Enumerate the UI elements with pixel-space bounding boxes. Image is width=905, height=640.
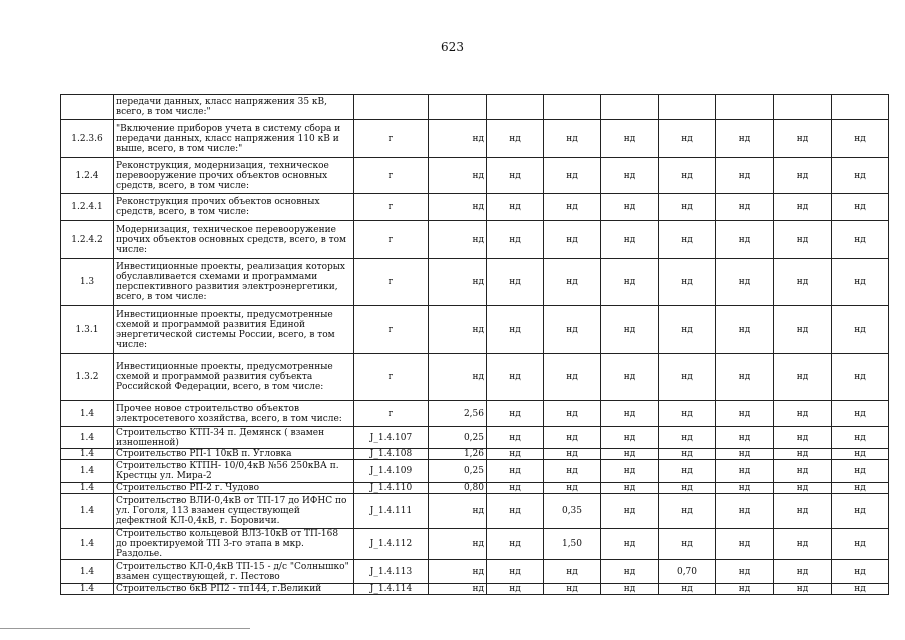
row-identifier: J_1.4.107 bbox=[354, 427, 429, 449]
row-value: 1,26 bbox=[429, 449, 487, 460]
row-cell: нд bbox=[659, 259, 716, 306]
row-cell: нд bbox=[832, 401, 889, 427]
row-code: 1.4 bbox=[61, 427, 114, 449]
row-cell: нд bbox=[544, 560, 601, 584]
row-cell bbox=[716, 95, 774, 120]
row-value: 0,80 bbox=[429, 483, 487, 494]
row-name: Реконструкция, модернизация, техническое перевооружение прочих объектов основных средств, всего, в том числе: bbox=[114, 158, 354, 194]
row-cell: нд bbox=[544, 221, 601, 259]
row-cell: нд bbox=[601, 354, 659, 401]
row-cell: нд bbox=[487, 158, 544, 194]
page-number: 623 bbox=[441, 40, 464, 54]
row-code: 1.4 bbox=[61, 401, 114, 427]
row-cell: нд bbox=[774, 560, 832, 584]
row-name: Строительство 6кВ РП2 - тп144, г.Великий bbox=[114, 584, 354, 595]
row-cell: нд bbox=[601, 306, 659, 354]
row-cell: нд bbox=[487, 354, 544, 401]
investment-table bbox=[60, 94, 889, 595]
row-cell: нд bbox=[487, 221, 544, 259]
row-value: 2,56 bbox=[429, 401, 487, 427]
row-cell: нд bbox=[487, 427, 544, 449]
row-cell: нд bbox=[544, 401, 601, 427]
row-name: Инвестиционные проекты, реализация которых обуславливается схемами и программами перспективного развития электроэнергетики, всего, в том числе: bbox=[114, 259, 354, 306]
row-cell bbox=[601, 95, 659, 120]
row-cell: нд bbox=[544, 449, 601, 460]
row-cell: нд bbox=[716, 158, 774, 194]
row-name: Строительство КТП-34 п. Демянск ( взамен изношенной) bbox=[114, 427, 354, 449]
row-cell: нд bbox=[659, 221, 716, 259]
row-name: Строительство КЛ-0,4кВ ТП-15 - д/с "Солнышко" взамен существующей, г. Пестово bbox=[114, 560, 354, 584]
table-row bbox=[61, 460, 889, 483]
row-cell: нд bbox=[716, 194, 774, 221]
row-code: 1.2.3.6 bbox=[61, 120, 114, 158]
table-row bbox=[61, 259, 889, 306]
table-row bbox=[61, 306, 889, 354]
row-cell: нд bbox=[716, 560, 774, 584]
row-cell: нд bbox=[601, 158, 659, 194]
row-identifier: J_1.4.110 bbox=[354, 483, 429, 494]
row-cell: нд bbox=[832, 221, 889, 259]
row-cell: нд bbox=[716, 449, 774, 460]
row-cell: нд bbox=[544, 483, 601, 494]
row-name: Прочее новое строительство объектов электросетевого хозяйства, всего, в том числе: bbox=[114, 401, 354, 427]
row-cell: нд bbox=[716, 354, 774, 401]
row-cell: нд bbox=[487, 306, 544, 354]
row-cell: нд bbox=[659, 483, 716, 494]
row-cell: 0,70 bbox=[659, 560, 716, 584]
row-cell: нд bbox=[544, 120, 601, 158]
row-cell: нд bbox=[832, 494, 889, 529]
row-cell: нд bbox=[487, 529, 544, 560]
row-name: Строительство КТПН- 10/0,4кВ №56 250кВА п. Крестцы ул. Мира-2 bbox=[114, 460, 354, 483]
row-cell: нд bbox=[601, 494, 659, 529]
row-cell: нд bbox=[774, 449, 832, 460]
row-cell: нд bbox=[601, 584, 659, 595]
row-value: нд bbox=[429, 354, 487, 401]
row-cell bbox=[487, 95, 544, 120]
row-cell bbox=[659, 95, 716, 120]
row-cell: нд bbox=[774, 584, 832, 595]
row-value: 0,25 bbox=[429, 460, 487, 483]
row-name: Строительство РП-2 г. Чудово bbox=[114, 483, 354, 494]
row-value: нд bbox=[429, 529, 487, 560]
row-cell: нд bbox=[716, 306, 774, 354]
row-cell: нд bbox=[832, 483, 889, 494]
row-cell: нд bbox=[774, 354, 832, 401]
row-cell: нд bbox=[659, 460, 716, 483]
row-cell: нд bbox=[832, 194, 889, 221]
row-identifier bbox=[354, 95, 429, 120]
row-name: Строительство РП-1 10кВ п. Угловка bbox=[114, 449, 354, 460]
row-cell: нд bbox=[601, 427, 659, 449]
row-value: нд bbox=[429, 560, 487, 584]
table-row bbox=[61, 401, 889, 427]
row-cell: нд bbox=[716, 427, 774, 449]
row-cell: нд bbox=[774, 529, 832, 560]
row-identifier: г bbox=[354, 158, 429, 194]
row-cell bbox=[774, 95, 832, 120]
row-cell: нд bbox=[659, 120, 716, 158]
row-cell: нд bbox=[659, 584, 716, 595]
row-cell: нд bbox=[832, 354, 889, 401]
table-row bbox=[61, 494, 889, 529]
table-row bbox=[61, 158, 889, 194]
table-row bbox=[61, 560, 889, 584]
row-cell: нд bbox=[601, 483, 659, 494]
table-row bbox=[61, 529, 889, 560]
table-row bbox=[61, 120, 889, 158]
row-cell: нд bbox=[774, 460, 832, 483]
row-cell: нд bbox=[716, 221, 774, 259]
row-cell: нд bbox=[716, 120, 774, 158]
table-row bbox=[61, 427, 889, 449]
row-value: нд bbox=[429, 120, 487, 158]
row-code: 1.4 bbox=[61, 529, 114, 560]
row-cell: нд bbox=[832, 427, 889, 449]
row-value: нд bbox=[429, 494, 487, 529]
row-cell: нд bbox=[487, 560, 544, 584]
row-value: нд bbox=[429, 221, 487, 259]
row-code: 1.4 bbox=[61, 460, 114, 483]
row-cell: нд bbox=[716, 494, 774, 529]
row-cell: нд bbox=[601, 449, 659, 460]
row-identifier: г bbox=[354, 120, 429, 158]
row-cell: нд bbox=[601, 259, 659, 306]
row-cell: нд bbox=[832, 120, 889, 158]
row-code bbox=[61, 95, 114, 120]
row-cell: нд bbox=[487, 483, 544, 494]
row-cell: нд bbox=[659, 449, 716, 460]
row-cell: нд bbox=[487, 460, 544, 483]
row-cell: нд bbox=[716, 584, 774, 595]
row-cell bbox=[832, 95, 889, 120]
row-identifier: J_1.4.111 bbox=[354, 494, 429, 529]
row-identifier: г bbox=[354, 194, 429, 221]
row-name: Инвестиционные проекты, предусмотренные схемой и программой развития субъекта Российской Федерации, всего, в том числе: bbox=[114, 354, 354, 401]
row-code: 1.2.4 bbox=[61, 158, 114, 194]
row-cell: нд bbox=[832, 306, 889, 354]
row-identifier: г bbox=[354, 221, 429, 259]
row-name: "Включение приборов учета в систему сбора и передачи данных, класс напряжения 110 кВ и выше, всего, в том числе:" bbox=[114, 120, 354, 158]
row-cell: нд bbox=[544, 354, 601, 401]
row-code: 1.3.2 bbox=[61, 354, 114, 401]
row-cell: нд bbox=[832, 560, 889, 584]
row-cell: нд bbox=[659, 494, 716, 529]
table-row bbox=[61, 354, 889, 401]
row-cell: нд bbox=[544, 158, 601, 194]
row-identifier: г bbox=[354, 401, 429, 427]
row-cell: нд bbox=[487, 449, 544, 460]
row-cell: нд bbox=[601, 194, 659, 221]
row-cell: нд bbox=[716, 460, 774, 483]
table-row bbox=[61, 584, 889, 595]
row-name: передачи данных, класс напряжения 35 кВ, всего, в том числе:" bbox=[114, 95, 354, 120]
row-code: 1.3 bbox=[61, 259, 114, 306]
table-row bbox=[61, 483, 889, 494]
row-cell bbox=[544, 95, 601, 120]
row-value: нд bbox=[429, 306, 487, 354]
row-cell: 1,50 bbox=[544, 529, 601, 560]
row-code: 1.3.1 bbox=[61, 306, 114, 354]
table-row bbox=[61, 449, 889, 460]
row-name: Реконструкция прочих объектов основных средств, всего, в том числе: bbox=[114, 194, 354, 221]
table-body bbox=[61, 95, 889, 595]
row-cell: нд bbox=[774, 494, 832, 529]
row-cell: нд bbox=[544, 306, 601, 354]
row-cell: нд bbox=[832, 259, 889, 306]
row-cell: нд bbox=[774, 221, 832, 259]
row-value: нд bbox=[429, 584, 487, 595]
row-identifier: J_1.4.114 bbox=[354, 584, 429, 595]
table-row bbox=[61, 95, 889, 120]
row-cell: нд bbox=[601, 401, 659, 427]
row-cell: нд bbox=[832, 158, 889, 194]
footer-rule bbox=[0, 628, 250, 629]
row-identifier: г bbox=[354, 354, 429, 401]
row-identifier: г bbox=[354, 306, 429, 354]
row-code: 1.2.4.1 bbox=[61, 194, 114, 221]
row-cell: нд bbox=[487, 194, 544, 221]
row-code: 1.4 bbox=[61, 560, 114, 584]
row-cell: нд bbox=[774, 427, 832, 449]
row-cell: 0,35 bbox=[544, 494, 601, 529]
row-cell: нд bbox=[601, 460, 659, 483]
row-cell: нд bbox=[832, 460, 889, 483]
row-cell: нд bbox=[774, 194, 832, 221]
row-cell: нд bbox=[601, 560, 659, 584]
row-cell: нд bbox=[659, 354, 716, 401]
row-identifier: J_1.4.109 bbox=[354, 460, 429, 483]
row-cell: нд bbox=[832, 529, 889, 560]
row-cell: нд bbox=[716, 483, 774, 494]
row-cell: нд bbox=[659, 529, 716, 560]
row-cell: нд bbox=[659, 194, 716, 221]
row-name: Инвестиционные проекты, предусмотренные схемой и программой развития Единой энергетической системы России, всего, в том числе: bbox=[114, 306, 354, 354]
table-row bbox=[61, 194, 889, 221]
row-cell: нд bbox=[601, 221, 659, 259]
row-cell: нд bbox=[601, 529, 659, 560]
row-code: 1.4 bbox=[61, 449, 114, 460]
row-cell: нд bbox=[544, 427, 601, 449]
row-cell: нд bbox=[659, 427, 716, 449]
table-row bbox=[61, 221, 889, 259]
row-code: 1.2.4.2 bbox=[61, 221, 114, 259]
row-value: нд bbox=[429, 158, 487, 194]
row-cell: нд bbox=[659, 401, 716, 427]
row-cell: нд bbox=[544, 194, 601, 221]
row-cell: нд bbox=[487, 401, 544, 427]
row-value bbox=[429, 95, 487, 120]
row-cell: нд bbox=[774, 259, 832, 306]
row-cell: нд bbox=[487, 584, 544, 595]
row-cell: нд bbox=[659, 306, 716, 354]
row-cell: нд bbox=[487, 494, 544, 529]
row-cell: нд bbox=[601, 120, 659, 158]
row-cell: нд bbox=[832, 449, 889, 460]
row-cell: нд bbox=[716, 529, 774, 560]
row-cell: нд bbox=[774, 120, 832, 158]
row-cell: нд bbox=[774, 483, 832, 494]
row-name: Модернизация, техническое перевооружение прочих объектов основных средств, всего, в том числе: bbox=[114, 221, 354, 259]
row-code: 1.4 bbox=[61, 584, 114, 595]
row-name: Строительство кольцевой ВЛЗ-10кВ от ТП-168 до проектируемой ТП 3-го этапа в мкр. Раздолье. bbox=[114, 529, 354, 560]
row-identifier: J_1.4.108 bbox=[354, 449, 429, 460]
row-identifier: г bbox=[354, 259, 429, 306]
row-cell: нд bbox=[716, 401, 774, 427]
row-code: 1.4 bbox=[61, 494, 114, 529]
row-cell: нд bbox=[774, 306, 832, 354]
row-cell: нд bbox=[774, 158, 832, 194]
row-cell: нд bbox=[774, 401, 832, 427]
row-cell: нд bbox=[544, 460, 601, 483]
row-identifier: J_1.4.112 bbox=[354, 529, 429, 560]
row-name: Строительство ВЛИ-0,4кВ от ТП-17 до ИФНС по ул. Гоголя, 113 взамен существующей дефектной КЛ-0,4кВ, г. Боровичи. bbox=[114, 494, 354, 529]
row-cell: нд bbox=[487, 259, 544, 306]
row-value: нд bbox=[429, 259, 487, 306]
row-identifier: J_1.4.113 bbox=[354, 560, 429, 584]
row-cell: нд bbox=[487, 120, 544, 158]
row-cell: нд bbox=[544, 259, 601, 306]
row-value: нд bbox=[429, 194, 487, 221]
row-code: 1.4 bbox=[61, 483, 114, 494]
row-cell: нд bbox=[544, 584, 601, 595]
row-cell: нд bbox=[716, 259, 774, 306]
row-cell: нд bbox=[832, 584, 889, 595]
row-value: 0,25 bbox=[429, 427, 487, 449]
row-cell: нд bbox=[659, 158, 716, 194]
